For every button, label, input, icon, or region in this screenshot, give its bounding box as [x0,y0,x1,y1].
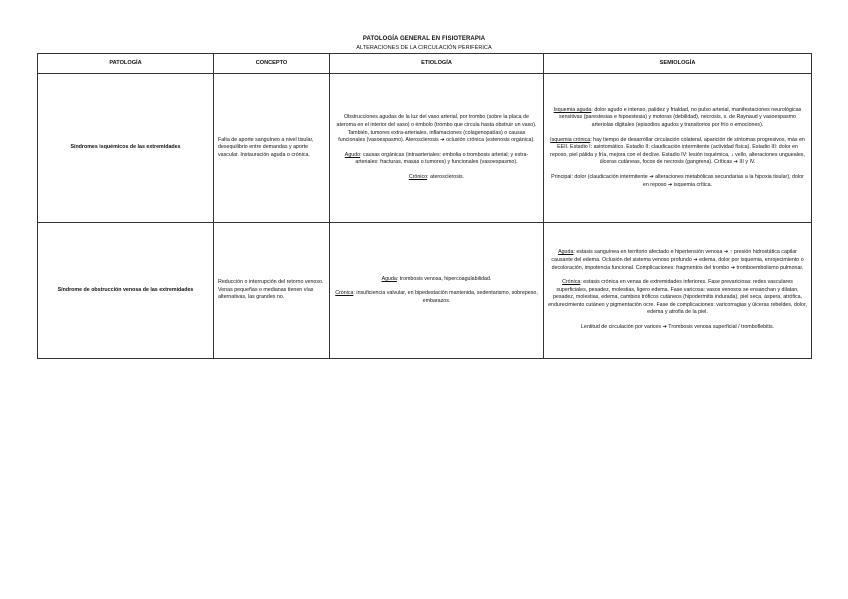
concept-cell: Reducción o interrupción del retorno venoso. Venas pequeñas o medianas tienen vías alternativas, las grandes no. [214,223,330,359]
pathology-cell: Síndrome de obstrucción venosa de las extremidades [38,223,214,359]
etiology-intro: Obstrucciones agudas de la luz del vaso arterial, por trombo (sobre la placa de ateroma en el interior del vaso) o émbolo (trombo que circula hasta obstruir un vaso). También, tumores extra-arteriales, inflamaciones (colagenopatías) o causas funcionales (vasoespasmo). Aterosclerosis ➔ oclusión crónica (estenosis orgánica). [336,114,537,144]
semiology-cell [544,74,812,223]
column-header-concept: CONCEPTO [214,54,330,74]
etiology-cell [330,223,544,359]
concept-cell: Falta de aporte sanguíneo a nivel tisular, desequilibrio entre demandas y aporte vascular. Instauración aguda o crónica. [214,74,330,223]
semiology-acute-text: : estasis sanguínea en territorio afectado e hipertensión venosa ➔ ↑ presión hidrostática capilar causante del edema. Oclusión del sistema venoso profundo ➔ edema, dolor por isquemia, enrojecimiento o decoloración, impotencia funcional. Complicaciones: fragmentos del trombo ➔ tromboembolismo pulmonar. [551,249,804,271]
semiology-acute [548,107,807,130]
etiology-acute [334,152,539,167]
etiology-chronic-text: : insuficiencia valvular, en bipedestación mantenida, sedentarismo, sobrepeso, embarazos. [353,290,538,304]
pathology-table [37,53,812,359]
semiology-acute-text: : dolor agudo e intenso, palidez y frialdad, no pulso arterial, manifestaciones neurológicas sensitivas (parestesias e hipoestesia) y motoras (debilidad), necrosis, s. de Raynaud y vasoespasmo arteriolas digitales (episodios agudos y transitorios por frío o emociones). [558,106,802,129]
document-title: PATOLOGÍA GENERAL EN FISIOTERAPIA [362,36,486,42]
table-row [38,74,812,223]
semiology-acute-label: Aguda [558,249,574,256]
document-header [0,35,848,54]
column-header-pathology: PATOLOGÍA [38,54,214,74]
semiology-chronic-text: : hay tiempo de desarrollar circulación colateral, aparición de síntomas progresivos, más en EEII. Estadio I: asintomático. Estadio II: claudicación intermitente (actividad física). Estadio III: dolor en reposo, piel pálida y fría, mejora con el declive. Estadio IV: lesión isquémica, ↓ vello, alteraciones ungueales, úlceras cutáneas, focos de necrosis (gangrena). Críticas ➔ III y IV. [550,136,805,166]
etiology-cell [330,74,544,223]
table-header-row [38,54,812,74]
semiology-chronic-label: Crónica [562,279,581,286]
semiology-acute [548,249,807,272]
pathology-cell: Síndromes isquémicos de las extremidades [38,74,214,223]
semiology-principal: Principal: dolor (claudicación intermitente ➔ alteraciones metabólicas secundarias a la hipoxia tisular), dolor en reposo ➔ isquemia crítica. [551,173,804,188]
semiology-cell [544,223,812,359]
etiology-acute-label: Agudo [344,151,361,158]
column-header-etiology: ETIOLOGÍA [330,54,544,74]
column-header-semiology: SEMIOLOGÍA [544,54,812,74]
semiology-slow-circulation: Lentitud de circulación por varices ➔ Trombosis venosa superficial / tromboflebitis. [580,324,775,331]
etiology-acute-label: Aguda [381,275,397,282]
semiology-chronic-label: Isquemia crónica [550,136,591,143]
etiology-chronic-text: : aterosclerosis. [427,173,465,180]
etiology-chronic [334,290,539,305]
semiology-chronic [548,137,807,167]
table-row [38,223,812,359]
etiology-acute-text: : trombosis venosa, hipercoagulabilidad. [396,275,492,282]
etiology-chronic-label: Crónico [408,173,428,180]
etiology-acute [334,276,539,284]
etiology-chronic [334,174,539,182]
semiology-chronic [548,279,807,317]
etiology-chronic-label: Crónica [335,290,354,297]
document-subtitle: ALTERACIONES DE LA CIRCULACIÓN PERIFÉRICA [356,44,491,54]
semiology-chronic-text: : estasis crónica en venas de extremidades inferiores. Fase prevariciosa: redes vasculares superficiales, pesadez, molestias, ligero edema. Fase varicosa: vasos venosos se ensanchan y dilatan, pesadez, molestias, edema, cambios tróficos cutáneos (hipodermitis indurada), piel seca, áspera, atrófica, endurecimiento cutáneo y pigmentación ocre. Fase de complicaciones: varicorragias y úlceras rebeldes, dolor, edema y atrofia de la piel. [548,279,807,316]
semiology-acute-label: Isquemia aguda [553,106,592,113]
etiology-acute-text: : causas orgánicas (intraarteriales: embolia o trombosis arterial; y extra-arteriales: fracturas, masas o tumores) y funcionales (vasoespasmo). [355,151,529,166]
